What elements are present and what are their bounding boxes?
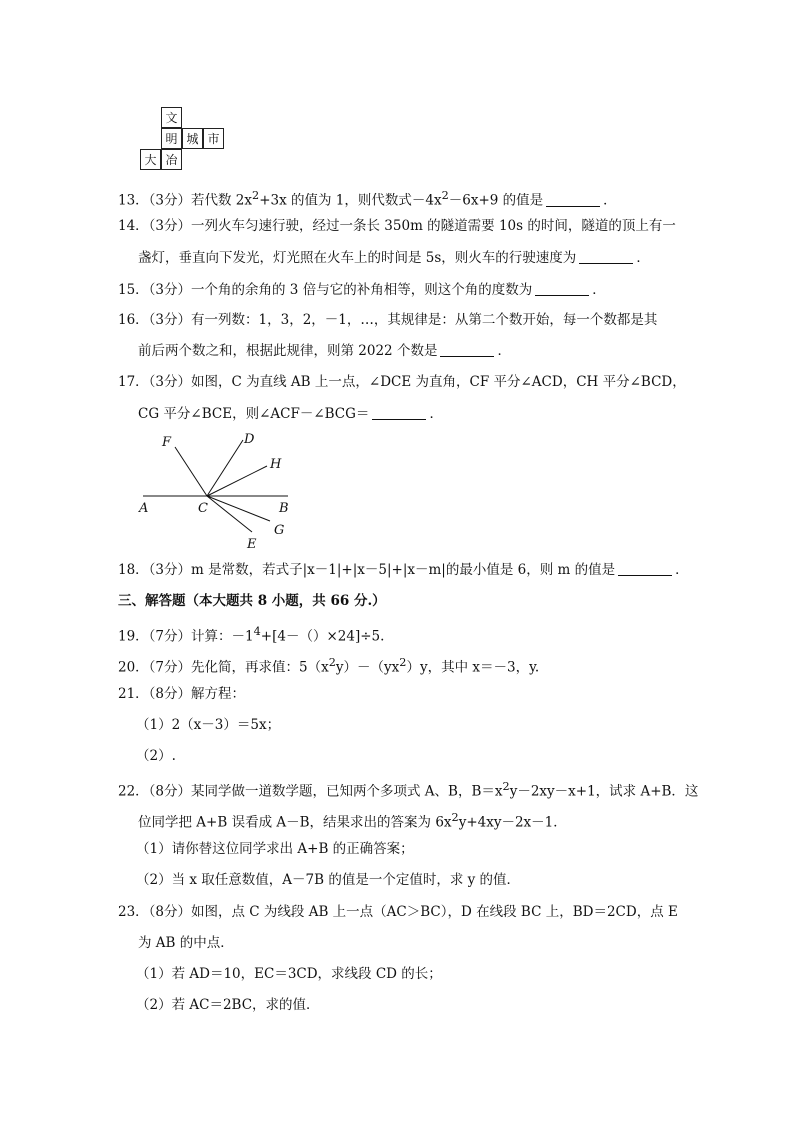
q20-text: ）y，其中 x＝－3，y. <box>406 659 540 676</box>
q13-text: 13．（3分）若代数 2x <box>118 192 253 209</box>
question-22-line1 <box>118 777 698 802</box>
answer-blank[interactable] <box>618 561 672 576</box>
label-c: C <box>198 501 208 516</box>
net-cell: 文 <box>161 107 182 128</box>
question-22-line2 <box>138 808 567 833</box>
q15-end: ． <box>592 282 606 298</box>
question-22-part2: （2）当 x 取任意数值，A－7B 的值是一个定值时，求 y 的值． <box>136 872 521 888</box>
net-cell: 城 <box>182 128 203 149</box>
question-14-line2 <box>138 248 650 268</box>
q18-text: 18．（3分）m 是常数，若式子|x－1|+|x－5|+|x－m|的最小值是 6，则 m 的值是 <box>118 562 616 578</box>
q14-end: ． <box>636 250 650 266</box>
q22-exp: 2 <box>502 780 510 793</box>
q17-text: CG 平分∠BCE，则∠ACF－∠BCG＝ <box>138 406 370 422</box>
q13-text: －6x+9 的值是 <box>448 192 544 209</box>
label-f: F <box>162 435 172 450</box>
question-15 <box>118 280 606 300</box>
net-cell: 明 <box>161 128 182 149</box>
answer-blank[interactable] <box>579 249 633 264</box>
ray-ce <box>207 496 252 532</box>
question-21-title: 21．（8分）解方程： <box>118 686 246 702</box>
q13-exp: 2 <box>252 189 260 202</box>
q16-end: ． <box>497 343 511 359</box>
question-16-line2 <box>138 341 511 361</box>
label-h: H <box>270 457 282 472</box>
q17-end: ． <box>429 406 443 422</box>
q19-exp: 4 <box>253 625 261 638</box>
q16-text: 前后两个数之和，根据此规律，则第 2022 个数是 <box>138 343 438 359</box>
question-16-line1: 16．（3分）有一列数：1，3，2，－1，…，其规律是：从第二个数开始，每一个数都是其 <box>118 312 658 328</box>
q18-end: ． <box>675 562 689 578</box>
question-23-line2: 为 AB 的中点． <box>138 935 234 951</box>
ray-ch <box>207 466 267 496</box>
q22-text: 位同学把 A+B 误看成 A－B，结果求出的答案为 6x <box>138 814 452 831</box>
question-13 <box>118 186 617 211</box>
question-22-part1: （1）请你替这位同学求出 A+B 的正确答案； <box>136 841 414 857</box>
net-cell: 市 <box>203 128 224 149</box>
question-23-part1: （1）若 AD＝10，EC＝3CD，求线段 CD 的长； <box>136 966 442 982</box>
ray-cf <box>175 447 207 496</box>
q20-text: 20．（7分）先化简，再求值：5（x <box>118 659 329 676</box>
net-cell: 大 <box>140 149 161 170</box>
q20-text: y）－（yx <box>335 659 400 676</box>
answer-blank[interactable] <box>440 342 494 357</box>
q22-text: y+4xy－2x－1． <box>458 814 567 831</box>
question-17-line1: 17．（3分）如图，C 为直线 AB 上一点，∠DCE 为直角，CF 平分∠ACD，CH 平分∠BCD， <box>118 374 686 390</box>
label-e: E <box>247 537 257 552</box>
answer-blank[interactable] <box>546 192 600 207</box>
q13-text: +3x 的值为 1，则代数式－4x <box>259 192 442 209</box>
q22-text: y－2xy－x+1，试求 A+B．这 <box>509 783 699 800</box>
question-23-part2: （2）若 AC＝2BC，求的值． <box>136 997 320 1013</box>
question-21-part2: （2）. <box>136 748 176 764</box>
q22-exp: 2 <box>451 811 459 824</box>
question-14-line1: 14．（3分）一列火车匀速行驶，经过一条长 350m 的隧道需要 10s 的时间，隧道的顶上有一 <box>118 218 676 234</box>
net-cell: 冶 <box>161 149 182 170</box>
q14-text: 盏灯，垂直向下发光，灯光照在火车上的时间是 5s，则火车的行驶速度为 <box>138 250 577 266</box>
answer-blank[interactable] <box>372 405 426 420</box>
q19-text: +[4－（）×24]÷5. <box>260 628 385 645</box>
q20-exp: 2 <box>399 656 407 669</box>
q22-text: 22．（8分）某同学做一道数学题，已知两个多项式 A、B，B＝x <box>118 783 503 800</box>
ray-cd <box>207 440 243 496</box>
question-17-line2 <box>138 404 443 424</box>
ray-cg <box>207 496 270 521</box>
label-d: D <box>244 432 255 447</box>
q15-text: 15．（3分）一个角的余角的 3 倍与它的补角相等，则这个角的度数为 <box>118 282 533 298</box>
q13-end: ． <box>603 192 617 209</box>
angle-figure <box>130 428 305 556</box>
label-a: A <box>139 501 149 516</box>
label-b: B <box>279 501 289 516</box>
answer-blank[interactable] <box>535 281 589 296</box>
question-21-part1: （1）2（x－3）＝5x； <box>136 717 281 733</box>
q13-exp: 2 <box>441 189 449 202</box>
section-heading: 三、解答题（本大题共 8 小题，共 66 分.） <box>118 593 386 609</box>
question-20 <box>118 653 539 678</box>
q19-text: 19．（7分）计算：－1 <box>118 628 254 645</box>
question-23-line1: 23．（8分）如图，点 C 为线段 AB 上一点（AC＞BC），D 在线段 BC 上，BD＝2CD，点 E <box>118 904 678 920</box>
q20-exp: 2 <box>328 656 336 669</box>
label-g: G <box>274 523 285 538</box>
question-19 <box>118 622 384 647</box>
question-18 <box>118 560 689 580</box>
